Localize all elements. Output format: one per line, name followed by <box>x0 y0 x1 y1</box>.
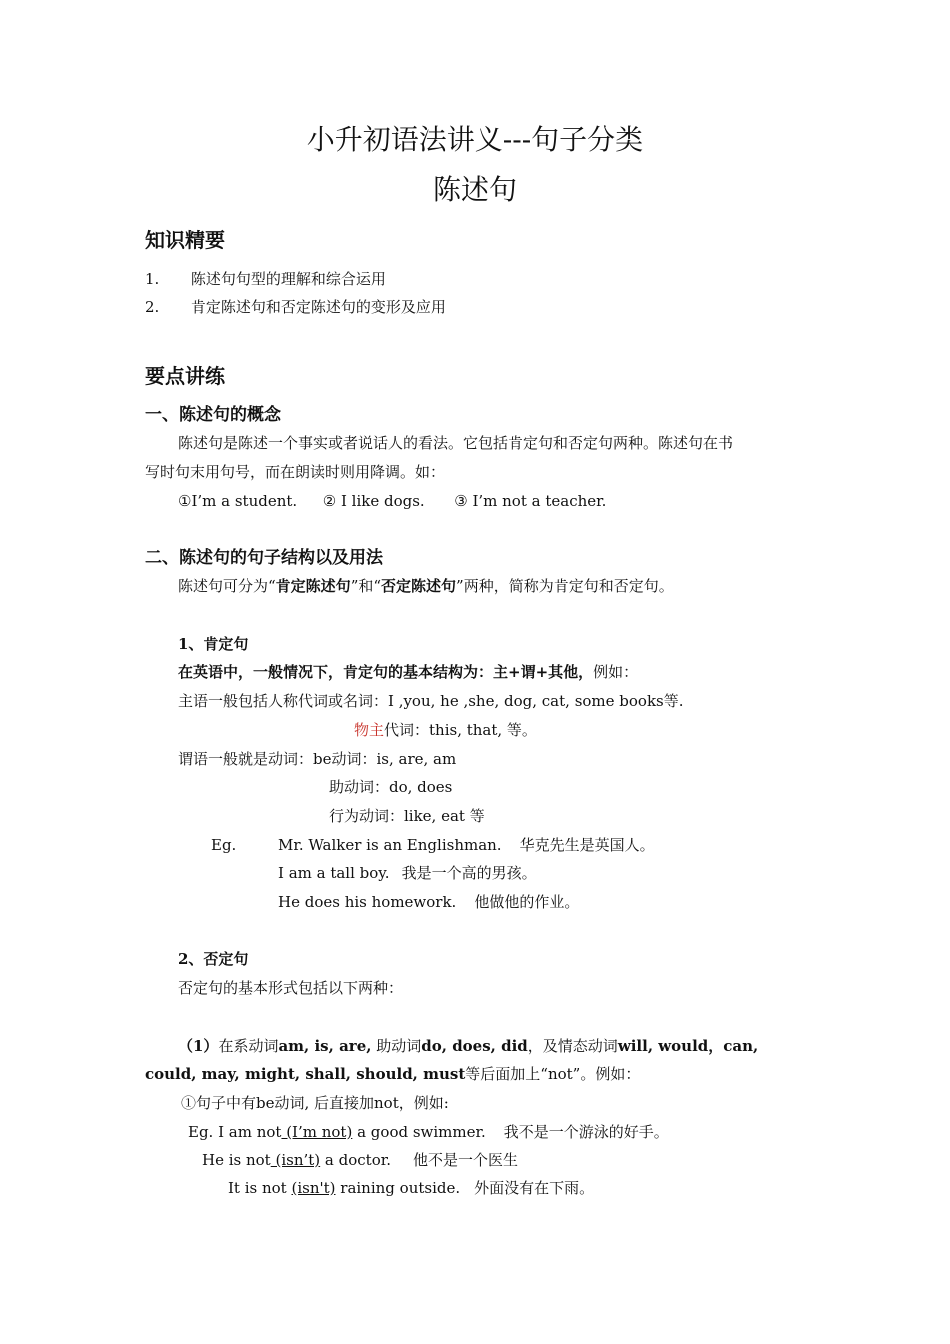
example-chinese: 我不是一个游泳的好手。 <box>503 1123 669 1141</box>
intro-bold-affirmative: 肯定陈述句 <box>275 577 351 595</box>
knowledge-heading: 知识精要 <box>145 228 225 252</box>
example-2: ② I like dogs. <box>322 492 425 510</box>
negative-rule-line-1 <box>178 1036 758 1056</box>
item-number: 2. <box>145 298 160 316</box>
affirmative-example-3 <box>278 892 579 912</box>
rule-text: 等后面加上“not”。例如： <box>465 1065 641 1083</box>
page-title: 小升初语法讲义---句子分类 <box>306 123 644 156</box>
example-english: a doctor. <box>320 1151 392 1169</box>
item-text: 肯定陈述句和否定陈述句的变形及应用 <box>190 298 446 316</box>
eg-label: Eg. <box>211 836 237 854</box>
predicate-line-1: 谓语一般就是动词：be动词：is, are, am <box>178 750 457 768</box>
example-english: Eg. I am not <box>188 1123 282 1141</box>
intro-text: ”两种，简称为肯定句和否定句。 <box>456 577 674 595</box>
example-english: It is not <box>228 1179 292 1197</box>
rule-text: 助动词 <box>371 1037 422 1055</box>
example-english: I am a tall boy. <box>278 864 390 882</box>
section-2-heading: 二、陈述句的句子结构以及用法 <box>145 548 383 568</box>
affirmative-example-2 <box>278 863 537 883</box>
negative-example-1 <box>188 1122 669 1142</box>
knowledge-item-2 <box>145 297 446 317</box>
rule-tail: 例如： <box>593 663 639 681</box>
negative-example-3 <box>228 1178 594 1198</box>
example-1: ①I’m a student. <box>178 492 298 510</box>
possessive-text: 代词：this, that, 等。 <box>384 721 537 739</box>
negative-heading: 2、否定句 <box>178 950 249 968</box>
affirmative-heading: 1、肯定句 <box>178 635 249 653</box>
section-1-examples <box>178 491 606 511</box>
rule-number: （1） <box>178 1037 219 1055</box>
copula-verbs: am, is, are, <box>278 1037 372 1055</box>
section-1-paragraph-line-1: 陈述句是陈述一个事实或者说话人的看法。它包括肯定句和否定句两种。陈述句在书 <box>178 434 734 452</box>
negative-rule-line-3: ①句子中有be动词, 后直接加not，例如: <box>181 1094 449 1112</box>
section-1-paragraph-line-2: 写时句末用句号，而在朗读时则用降调。如： <box>145 463 446 481</box>
example-english: a good swimmer. <box>352 1123 486 1141</box>
intro-bold-negative: 否定陈述句 <box>381 577 457 595</box>
negative-example-2 <box>202 1150 518 1170</box>
negative-rule-line-2 <box>145 1064 640 1084</box>
intro-text: ”和“ <box>350 577 382 595</box>
negative-intro: 否定句的基本形式包括以下两种： <box>178 979 404 997</box>
modal-verbs: could, may, might, shall, should, must <box>145 1065 466 1083</box>
example-chinese: 华克先生是英国人。 <box>519 836 655 854</box>
contraction: (isn’t) <box>270 1151 321 1169</box>
item-text: 陈述句句型的理解和综合运用 <box>190 270 386 288</box>
points-heading: 要点讲练 <box>145 364 225 388</box>
example-chinese: 我是一个高的男孩。 <box>401 864 537 882</box>
rule-bold: 在英语中，一般情况下，肯定句的基本结构为：主+谓+其他， <box>178 663 594 681</box>
example-chinese: 他不是一个医生 <box>413 1151 519 1169</box>
subject-line-2 <box>354 720 537 740</box>
example-english: He does his homework. <box>278 893 457 911</box>
modal-verbs: will, would，can, <box>617 1037 759 1055</box>
predicate-line-2: 助动词：do, does <box>329 778 453 796</box>
example-english: Mr. Walker is an Englishman. <box>278 836 502 854</box>
subject-line-1: 主语一般包括人称代词或名词：I ,you, he ,she, dog, cat, some books等. <box>178 692 684 710</box>
contraction: (isn't) <box>291 1179 336 1197</box>
auxiliary-verbs: do, does, did <box>421 1037 528 1055</box>
example-chinese: 他做他的作业。 <box>474 893 580 911</box>
section-1-heading: 一、陈述句的概念 <box>145 405 281 425</box>
example-english: He is not <box>202 1151 271 1169</box>
example-3: ③ I’m not a teacher. <box>454 492 607 510</box>
predicate-line-3: 行为动词：like, eat 等 <box>329 807 485 825</box>
affirmative-example-1 <box>278 835 655 855</box>
contraction: (I’m not) <box>281 1123 353 1141</box>
rule-text: ，及情态动词 <box>527 1037 618 1055</box>
example-chinese: 外面没有在下雨。 <box>474 1179 595 1197</box>
example-english: raining outside. <box>335 1179 461 1197</box>
section-2-intro <box>178 576 674 596</box>
item-number: 1. <box>145 270 160 288</box>
page-subtitle: 陈述句 <box>432 173 517 206</box>
intro-text: 陈述句可分为“ <box>178 577 276 595</box>
affirmative-rule <box>178 662 638 682</box>
rule-text: 在系动词 <box>218 1037 279 1055</box>
knowledge-item-1 <box>145 269 386 289</box>
possessive-highlight: 物主 <box>354 721 385 739</box>
